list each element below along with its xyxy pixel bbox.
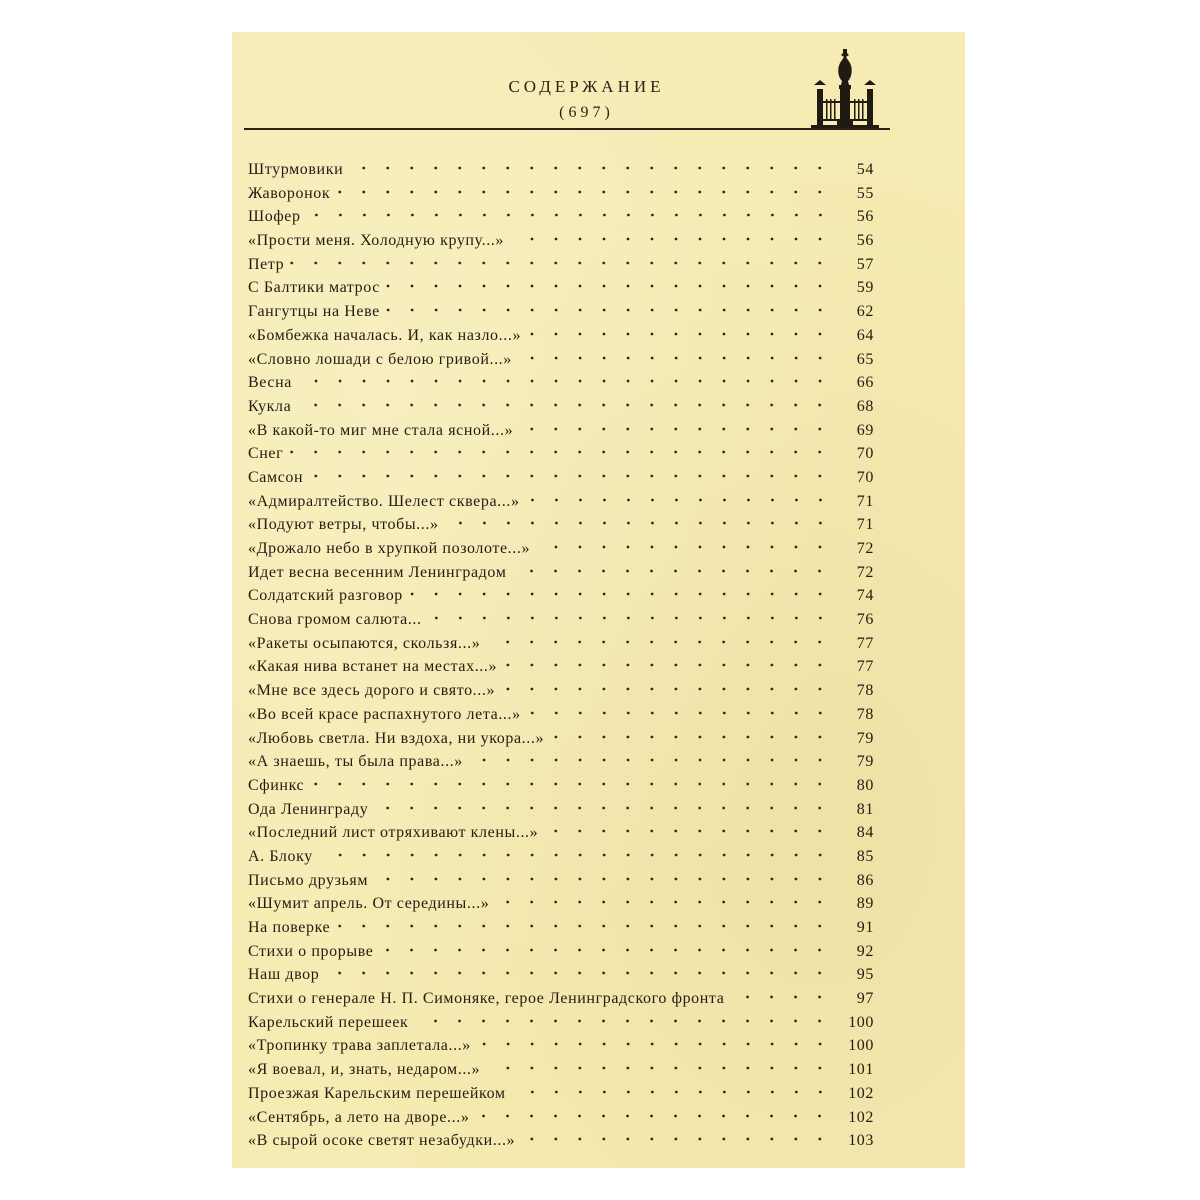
dot-leader	[445, 509, 832, 529]
toc-entry-page-number: 71	[856, 492, 874, 510]
toc-entry-title: Идет весна весенним Ленинградом	[248, 563, 507, 581]
dot-leader	[310, 770, 832, 790]
toc-entry	[248, 770, 874, 794]
toc-entry	[248, 249, 874, 273]
dot-leader	[289, 438, 832, 458]
dot-leader	[379, 936, 832, 956]
toc-entry-page-number: 76	[856, 611, 874, 629]
dot-leader	[414, 1007, 832, 1027]
dot-leader	[297, 391, 832, 411]
toc-entry-title: Шофер	[248, 208, 301, 226]
dot-leader	[298, 367, 832, 387]
toc-entry-title: «Мне все здесь дорого и свято...»	[248, 682, 496, 700]
toc-entry-title: Самсон	[248, 468, 304, 486]
dot-leader	[409, 580, 832, 600]
toc-entry-title: «Последний лист отряхивают клены...»	[248, 824, 539, 842]
toc-entry-page-number: 74	[856, 587, 874, 605]
toc-entry	[248, 723, 874, 747]
dot-leader	[428, 604, 832, 624]
toc-entry-title: «Адмиралтейство. Шелест сквера...»	[248, 492, 520, 510]
toc-entry-page-number: 72	[856, 563, 874, 581]
toc-entry-page-number: 72	[856, 540, 874, 557]
toc-entry	[248, 675, 874, 699]
toc-entry-title: «Любовь светла. Ни вздоха, ни укора...»	[248, 729, 545, 747]
dot-leader	[495, 888, 832, 908]
dot-leader	[526, 486, 832, 506]
toc-entry-page-number: 79	[856, 753, 874, 771]
toc-entry-page-number: 68	[856, 397, 874, 415]
dot-leader	[527, 699, 832, 719]
toc-entry-title: «Дрожало небо в хрупкой позолоте...»	[248, 540, 531, 557]
toc-entry	[248, 1030, 874, 1054]
toc-entry	[248, 296, 874, 320]
toc-entry-title: Карельский перешеек	[248, 1013, 409, 1031]
vase-on-pedestal-with-fence-icon	[809, 45, 881, 129]
toc-entry	[248, 438, 874, 462]
dot-leader	[512, 1078, 832, 1098]
toc-entry	[248, 201, 874, 225]
dot-leader	[386, 296, 832, 316]
toc-entry-page-number: 66	[856, 374, 874, 392]
dot-leader	[325, 959, 832, 979]
toc-entry	[248, 936, 874, 960]
toc-entry-title: Письмо друзьям	[248, 871, 369, 889]
toc-entry-page-number: 89	[856, 895, 874, 913]
toc-entry-title: Гангутцы на Неве	[248, 303, 380, 321]
toc-entry-page-number: 100	[848, 1013, 874, 1031]
toc-entry-title: Петр	[248, 255, 285, 273]
dot-leader	[469, 746, 832, 766]
dot-leader	[290, 249, 832, 269]
toc-entry-page-number: 85	[856, 847, 874, 865]
toc-entry	[248, 1102, 874, 1126]
dot-leader	[307, 201, 832, 221]
toc-entry-title: Весна	[248, 374, 292, 392]
toc-entry	[248, 817, 874, 841]
toc-entry-page-number: 69	[856, 421, 874, 439]
toc-entry-title: Солдатский разговор	[248, 587, 403, 605]
toc-entry	[248, 1078, 874, 1102]
toc-entry-title: «Подуют ветры, чтобы...»	[248, 516, 439, 534]
toc-entry-title: «Я воевал, и, знать, недаром...»	[248, 1061, 481, 1079]
toc-entry	[248, 391, 874, 415]
toc-entry-page-number: 97	[856, 990, 874, 1008]
dot-leader	[518, 344, 832, 364]
toc-entry-page-number: 65	[856, 350, 874, 368]
toc-entry	[248, 1007, 874, 1031]
toc-entry-title: «Словно лошади с белою гривой...»	[248, 350, 512, 368]
toc-entry-page-number: 71	[856, 516, 874, 534]
toc-entry-title: «Ракеты осыпаются, скользя...»	[248, 634, 481, 652]
toc-entry-title: Кукла	[248, 397, 292, 415]
dot-leader	[544, 817, 832, 837]
toc-entry	[248, 154, 874, 178]
dot-leader	[527, 320, 832, 340]
toc-entry	[248, 841, 874, 865]
dot-leader	[336, 912, 832, 932]
dot-leader	[550, 723, 832, 743]
dot-leader	[730, 983, 832, 1003]
page-number: (697)	[559, 104, 614, 121]
toc-entry-title: «А знаешь, ты была права...»	[248, 753, 463, 771]
dot-leader	[521, 1125, 832, 1145]
toc-entry-title: Стихи о генерале Н. П. Симоняке, герое Ленинградского фронта	[248, 990, 725, 1008]
toc-entry-title: Сфинкс	[248, 776, 305, 794]
toc-entry-page-number: 101	[848, 1061, 874, 1079]
toc-entry	[248, 320, 874, 344]
toc-entry	[248, 367, 874, 391]
toc-entry	[248, 1054, 874, 1078]
toc-entry	[248, 225, 874, 249]
dot-leader	[486, 628, 832, 648]
toc-entry	[248, 699, 874, 723]
toc-entry-title: «Сентябрь, а лето на дворе...»	[248, 1108, 470, 1126]
toc-entry	[248, 509, 874, 533]
toc-entry-title: «В сырой осоке светят незабудки...»	[248, 1132, 516, 1150]
toc-entry-title: Штурмовики	[248, 161, 344, 178]
dot-leader	[486, 1054, 832, 1074]
dot-leader	[477, 1030, 832, 1050]
toc-entry-title: «Бомбежка началась. И, как назло...»	[248, 326, 522, 344]
dot-leader	[519, 415, 832, 435]
toc-entry	[248, 604, 874, 628]
dot-leader	[512, 557, 832, 577]
toc-entry-page-number: 102	[848, 1108, 874, 1126]
dot-leader	[475, 1102, 832, 1122]
toc-entry	[248, 178, 874, 202]
book-page	[232, 32, 965, 1168]
toc-entry	[248, 557, 874, 581]
toc-entry-page-number: 70	[856, 445, 874, 463]
toc-entry-page-number: 64	[856, 326, 874, 344]
toc-entry	[248, 415, 874, 439]
toc-entry-title: Проезжая Карельским перешейком	[248, 1084, 506, 1102]
toc-entry-title: «В какой-то миг мне стала ясной...»	[248, 421, 514, 439]
toc-entry-title: С Балтики матрос	[248, 279, 380, 297]
toc-entry-title: Снег	[248, 445, 284, 463]
toc-entry-title: Снова громом салюта...	[248, 611, 422, 629]
toc-entry-page-number: 100	[848, 1037, 874, 1055]
toc-entry-page-number: 91	[856, 919, 874, 936]
toc-entry-page-number: 56	[856, 208, 874, 226]
dot-leader	[374, 794, 832, 814]
toc-entry-page-number: 95	[856, 966, 874, 984]
toc-entry	[248, 462, 874, 486]
toc-entry-title: На поверке	[248, 919, 331, 936]
toc-entry-title: Ода Ленинграду	[248, 800, 369, 818]
toc-entry	[248, 486, 874, 510]
dot-leader	[336, 178, 832, 198]
dot-leader	[536, 533, 832, 553]
toc-entry	[248, 912, 874, 936]
dot-leader	[349, 154, 832, 174]
toc-entry-page-number: 77	[856, 634, 874, 652]
toc-entry	[248, 344, 874, 368]
toc-entry-page-number: 78	[856, 682, 874, 700]
toc-entry-title: «Прости меня. Холодную крупу...»	[248, 232, 504, 250]
toc-entry-title: А. Блоку	[248, 847, 313, 865]
toc-entry	[248, 1125, 874, 1149]
toc-entry-page-number: 59	[856, 279, 874, 297]
dot-leader	[510, 225, 832, 245]
dot-leader	[374, 865, 832, 885]
toc-entry-page-number: 92	[856, 942, 874, 960]
toc-entry-page-number: 56	[856, 232, 874, 250]
toc-entry-page-number: 80	[856, 776, 874, 794]
toc-entry	[248, 794, 874, 818]
toc-entry-title: «Шумит апрель. От середины...»	[248, 895, 490, 913]
page-title: СОДЕРЖАНИЕ	[508, 77, 665, 96]
toc-entry-title: Стихи о прорыве	[248, 942, 374, 960]
toc-entry-page-number: 54	[856, 161, 874, 178]
dot-leader	[501, 675, 832, 695]
toc-entry	[248, 651, 874, 675]
page-header	[232, 32, 965, 132]
toc-entry-page-number: 78	[856, 705, 874, 723]
dot-leader	[386, 272, 832, 292]
toc-entry	[248, 580, 874, 604]
toc-entry-page-number: 81	[856, 800, 874, 818]
toc-entry-page-number: 86	[856, 871, 874, 889]
toc-entry	[248, 865, 874, 889]
toc-entry	[248, 983, 874, 1007]
dot-leader	[503, 651, 832, 671]
toc-entry	[248, 746, 874, 770]
table-of-contents	[248, 154, 874, 1149]
toc-entry-title: Наш двор	[248, 966, 320, 984]
dot-leader	[309, 462, 832, 482]
toc-entry-page-number: 102	[848, 1084, 874, 1102]
toc-entry-page-number: 55	[856, 184, 874, 202]
toc-entry-page-number: 57	[856, 255, 874, 273]
toc-entry-title: «Тропинку трава заплетала...»	[248, 1037, 471, 1055]
toc-entry	[248, 272, 874, 296]
toc-entry-page-number: 77	[856, 658, 874, 676]
toc-entry	[248, 628, 874, 652]
toc-entry-page-number: 103	[848, 1132, 874, 1150]
toc-entry-page-number: 84	[856, 824, 874, 842]
dot-leader	[319, 841, 832, 861]
toc-entry	[248, 959, 874, 983]
toc-entry	[248, 888, 874, 912]
toc-entry-page-number: 70	[856, 468, 874, 486]
toc-entry-page-number: 79	[856, 729, 874, 747]
toc-entry-title: «Во всей красе распахнутого лета...»	[248, 705, 521, 723]
toc-entry-title: Жаворонок	[248, 184, 331, 202]
toc-entry-page-number: 62	[856, 303, 874, 321]
toc-entry	[248, 533, 874, 557]
toc-entry-title: «Какая нива встанет на местах...»	[248, 658, 498, 676]
header-rule	[244, 128, 890, 130]
